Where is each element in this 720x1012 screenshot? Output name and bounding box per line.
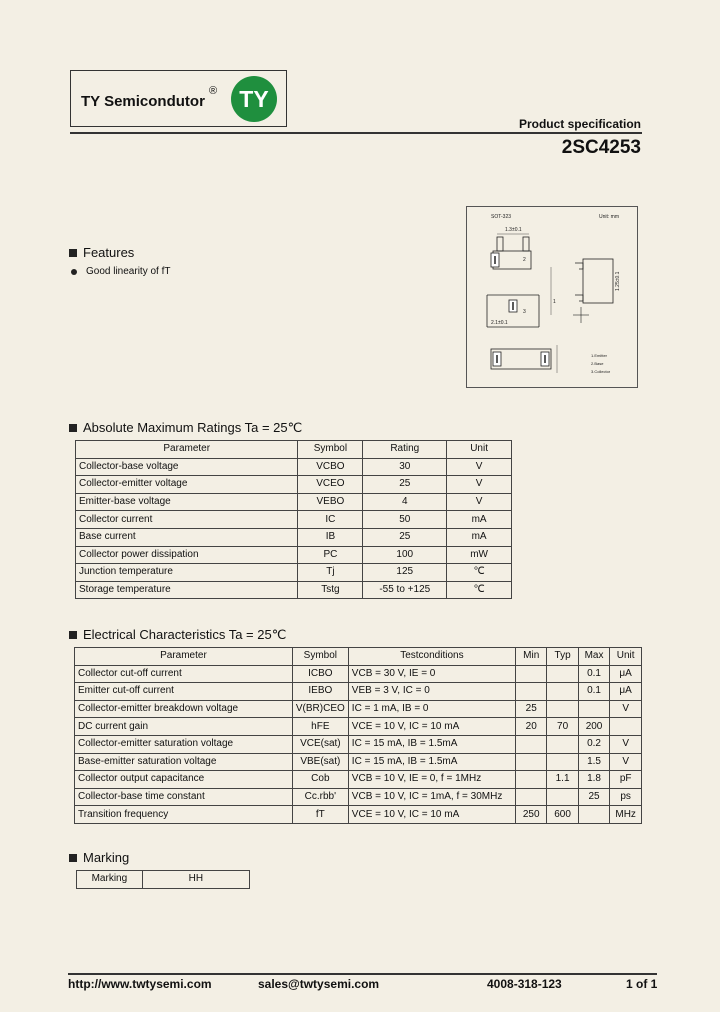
pin-label-2: 2 (523, 257, 526, 263)
table-cell: VEB = 3 V, IC = 0 (348, 683, 515, 701)
header-divider (70, 132, 642, 134)
ec-title: Electrical Characteristics Ta = 25℃ (83, 627, 287, 642)
table-cell: V (610, 735, 642, 753)
table-cell: V (610, 700, 642, 718)
table-cell: IC (298, 511, 363, 529)
product-specification-label: Product specification (518, 117, 641, 131)
table-cell: Collector-emitter breakdown voltage (75, 700, 293, 718)
table-cell: 1.5 (578, 753, 610, 771)
marking-heading (69, 850, 129, 865)
table-cell: mA (447, 528, 512, 546)
table-cell: 0.1 (578, 665, 610, 683)
table-header: Typ (547, 648, 578, 666)
table-row (75, 771, 642, 789)
legend-collector: 3.Collector (591, 369, 611, 374)
table-header: Symbol (298, 441, 363, 459)
table-row (75, 735, 642, 753)
table-cell: IC = 1 mA, IB = 0 (348, 700, 515, 718)
table-cell: Base current (76, 528, 298, 546)
table-cell: ps (610, 788, 642, 806)
section-square-icon (69, 424, 77, 432)
bullet-icon (71, 269, 77, 275)
table-cell: mW (447, 546, 512, 564)
table-row (75, 718, 642, 736)
ec-heading (69, 627, 286, 643)
table-cell (578, 700, 610, 718)
table-cell: VCB = 10 V, IC = 1mA, f = 30MHz (348, 788, 515, 806)
features-heading (69, 245, 134, 260)
table-cell: V(BR)CEO (292, 700, 348, 718)
table-cell: 4 (363, 493, 447, 511)
dim-height-side: 1.25±0.1 (615, 271, 621, 291)
table-cell: Collector-base voltage (76, 458, 298, 476)
table-row (75, 788, 642, 806)
table-cell (547, 788, 578, 806)
table-cell: Collector current (76, 511, 298, 529)
table-cell: Junction temperature (76, 564, 298, 582)
table-cell: 25 (578, 788, 610, 806)
table-cell: V (610, 753, 642, 771)
marking-label: Marking (77, 871, 143, 889)
table-cell: hFE (292, 718, 348, 736)
table-row (76, 511, 512, 529)
table-cell: 50 (363, 511, 447, 529)
table-cell: V (447, 476, 512, 494)
table-cell: Cob (292, 771, 348, 789)
table-header: Min (516, 648, 547, 666)
table-cell: -55 to +125 (363, 581, 447, 599)
table-cell (516, 753, 547, 771)
table-cell: Collector output capacitance (75, 771, 293, 789)
dim-width-bottom: 2.1±0.1 (491, 320, 508, 326)
table-row (76, 493, 512, 511)
table-cell: 70 (547, 718, 578, 736)
table-cell: PC (298, 546, 363, 564)
table-header: Unit (447, 441, 512, 459)
table-cell: Tstg (298, 581, 363, 599)
pin-label-3: 3 (523, 309, 526, 315)
table-row (76, 476, 512, 494)
table-cell: μA (610, 665, 642, 683)
table-header: Unit (610, 648, 642, 666)
amr-table (75, 440, 512, 599)
table-cell (547, 665, 578, 683)
table-cell: 125 (363, 564, 447, 582)
company-name: TY Semicondutor (81, 93, 205, 110)
table-cell: Collector power dissipation (76, 546, 298, 564)
table-cell: 20 (516, 718, 547, 736)
company-logo-box (70, 70, 287, 127)
table-row (76, 528, 512, 546)
table-row (75, 753, 642, 771)
table-cell: 25 (363, 528, 447, 546)
table-row (76, 458, 512, 476)
legend-emitter: 1.Emitter (591, 353, 608, 358)
table-cell: MHz (610, 806, 642, 824)
table-cell: 250 (516, 806, 547, 824)
table-cell: 100 (363, 546, 447, 564)
table-cell: VCE = 10 V, IC = 10 mA (348, 806, 515, 824)
table-row (76, 581, 512, 599)
table-cell (516, 788, 547, 806)
table-cell: Transition frequency (75, 806, 293, 824)
table-cell: 600 (547, 806, 578, 824)
table-cell: ICBO (292, 665, 348, 683)
table-cell (547, 753, 578, 771)
package-name: SOT-323 (491, 214, 512, 220)
table-cell (610, 718, 642, 736)
amr-heading (69, 420, 302, 436)
amr-title: Absolute Maximum Ratings Ta = 25℃ (83, 420, 303, 435)
marking-title: Marking (83, 850, 130, 865)
table-cell: VCE = 10 V, IC = 10 mA (348, 718, 515, 736)
table-cell: μA (610, 683, 642, 701)
registered-mark: ® (209, 85, 218, 97)
table-cell: VCE(sat) (292, 735, 348, 753)
table-header: Rating (363, 441, 447, 459)
table-cell: Emitter cut-off current (75, 683, 293, 701)
table-header: Parameter (75, 648, 293, 666)
table-cell: 0.1 (578, 683, 610, 701)
table-cell: 1.8 (578, 771, 610, 789)
table-cell (578, 806, 610, 824)
table-cell: DC current gain (75, 718, 293, 736)
legend-base: 2.Base (591, 361, 604, 366)
section-square-icon (69, 854, 77, 862)
table-cell: Collector-emitter saturation voltage (75, 735, 293, 753)
table-cell (516, 665, 547, 683)
marking-value: HH (142, 871, 249, 889)
table-cell: Collector-emitter voltage (76, 476, 298, 494)
table-header: Max (578, 648, 610, 666)
table-cell (547, 735, 578, 753)
table-cell: 0.2 (578, 735, 610, 753)
footer-email-link[interactable]: sales@twtysemi.com (258, 977, 380, 991)
marking-table (76, 870, 250, 889)
dim-width-top: 1.3±0.1 (505, 227, 522, 233)
table-cell: mA (447, 511, 512, 529)
table-cell: V (447, 493, 512, 511)
footer-website-link[interactable]: http://www.twtysemi.com (68, 977, 212, 991)
package-outline-drawing (466, 206, 638, 388)
table-cell: Emitter-base voltage (76, 493, 298, 511)
table-cell: VBE(sat) (292, 753, 348, 771)
part-number: 2SC4253 (561, 137, 641, 158)
table-row (75, 665, 642, 683)
table-cell: ℃ (447, 564, 512, 582)
table-cell: VCEO (298, 476, 363, 494)
table-row (76, 564, 512, 582)
table-cell (516, 735, 547, 753)
table-cell: IC = 15 mA, IB = 1.5mA (348, 735, 515, 753)
table-cell: IC = 15 mA, IB = 1.5mA (348, 753, 515, 771)
table-cell: 200 (578, 718, 610, 736)
table-row (77, 871, 250, 889)
table-cell: V (447, 458, 512, 476)
table-cell: Storage temperature (76, 581, 298, 599)
table-cell: Cc.rbb' (292, 788, 348, 806)
table-cell: Base-emitter saturation voltage (75, 753, 293, 771)
table-row (75, 700, 642, 718)
table-header: Parameter (76, 441, 298, 459)
ty-logo-icon: TY (231, 76, 277, 122)
table-header-row (76, 441, 512, 459)
ec-table (74, 647, 642, 824)
table-header: Symbol (292, 648, 348, 666)
page-number: 1 of 1 (626, 977, 658, 991)
table-cell: IB (298, 528, 363, 546)
table-cell: 1.1 (547, 771, 578, 789)
package-diagram (467, 207, 637, 387)
pin-label-1: 1 (553, 299, 556, 305)
table-cell: VCB = 30 V, IE = 0 (348, 665, 515, 683)
table-cell: fT (292, 806, 348, 824)
footer-divider (68, 973, 657, 975)
section-square-icon (69, 249, 77, 257)
table-cell: ℃ (447, 581, 512, 599)
table-cell: IEBO (292, 683, 348, 701)
table-cell (516, 683, 547, 701)
features-title: Features (83, 245, 135, 260)
table-cell: 25 (363, 476, 447, 494)
package-unit: Unit: mm (599, 214, 619, 220)
table-cell: VCB = 10 V, IE = 0, f = 1MHz (348, 771, 515, 789)
table-cell: Tj (298, 564, 363, 582)
table-row (75, 806, 642, 824)
table-header: Testconditions (348, 648, 515, 666)
footer-phone: 4008-318-123 (487, 977, 562, 991)
feature-item (71, 266, 170, 277)
table-cell: Collector cut-off current (75, 665, 293, 683)
table-cell: pF (610, 771, 642, 789)
feature-item-text: Good linearity of fT (86, 266, 171, 277)
table-cell: Collector-base time constant (75, 788, 293, 806)
table-row (75, 683, 642, 701)
table-header-row (75, 648, 642, 666)
table-cell: 30 (363, 458, 447, 476)
table-cell: VCBO (298, 458, 363, 476)
table-cell (547, 683, 578, 701)
table-cell: VEBO (298, 493, 363, 511)
table-row (76, 546, 512, 564)
table-cell (547, 700, 578, 718)
table-cell: 25 (516, 700, 547, 718)
table-cell (516, 771, 547, 789)
section-square-icon (69, 631, 77, 639)
